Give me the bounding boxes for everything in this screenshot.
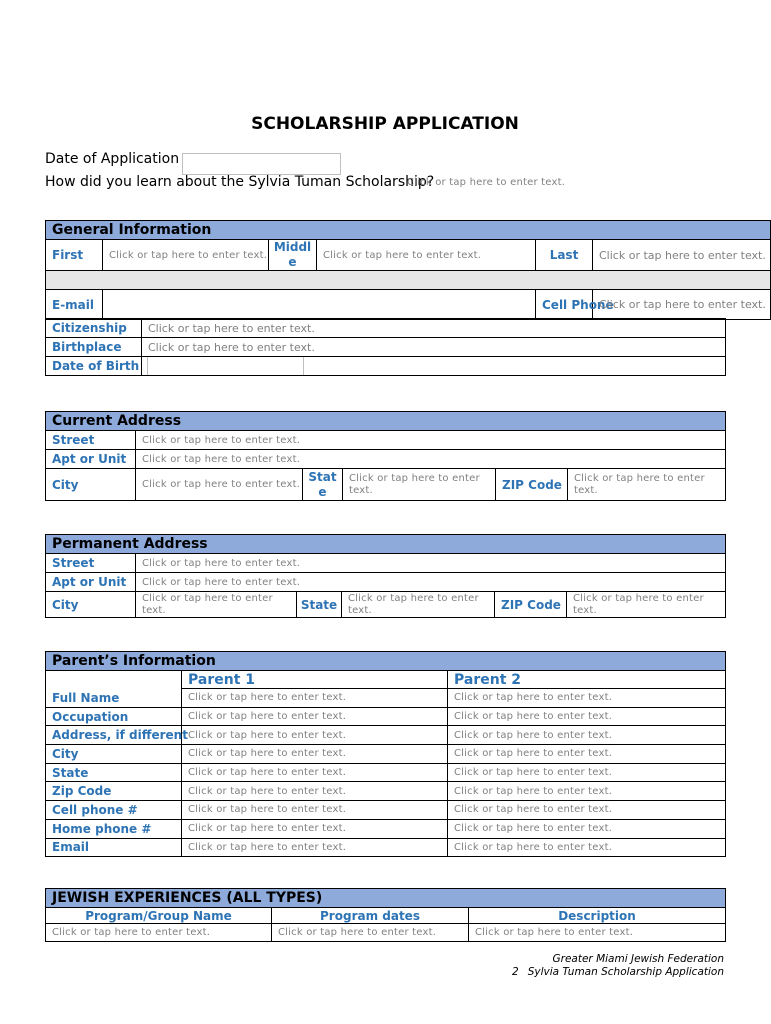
parent-row-label: Home phone # (46, 819, 182, 838)
parent-1-field[interactable]: Click or tap here to enter text. (182, 782, 448, 801)
parent-row-label: Full Name (46, 689, 182, 708)
parent-row (46, 726, 726, 745)
parent-row (46, 763, 726, 782)
permanent-zip-field[interactable]: Click or tap here to enter text. (567, 592, 726, 618)
permanent-state-label: State (297, 592, 342, 618)
parent-2-field[interactable]: Click or tap here to enter text. (448, 745, 726, 764)
current-state-label: State (303, 469, 343, 501)
footer-document-title: Sylvia Tuman Scholarship Application (527, 966, 724, 978)
general-information-table (45, 220, 771, 320)
current-state-field[interactable]: Click or tap here to enter text. (343, 469, 496, 501)
permanent-street-field[interactable]: Click or tap here to enter text. (136, 554, 726, 573)
date-of-birth-field[interactable] (142, 357, 726, 376)
last-name-label: Last (536, 240, 593, 271)
parent-row-label: Address, if different (46, 726, 182, 745)
footer-page-number: 2 (512, 966, 519, 978)
program-group-name-header: Program/Group Name (46, 908, 272, 924)
learn-about-label: How did you learn about the Sylvia Tuman Scholarship? (45, 174, 435, 190)
current-city-field[interactable]: Click or tap here to enter text. (136, 469, 303, 501)
parent-2-field[interactable]: Click or tap here to enter text. (448, 763, 726, 782)
permanent-state-field[interactable]: Click or tap here to enter text. (342, 592, 495, 618)
parent-2-field[interactable]: Click or tap here to enter text. (448, 726, 726, 745)
permanent-zip-label: ZIP Code (495, 592, 567, 618)
permanent-apt-field[interactable]: Click or tap here to enter text. (136, 573, 726, 592)
middle-name-label: Middle (269, 240, 317, 271)
parent-1-header: Parent 1 (182, 671, 448, 689)
birthplace-label: Birthplace (46, 338, 142, 357)
current-street-label: Street (46, 431, 136, 450)
permanent-city-field[interactable]: Click or tap here to enter text. (136, 592, 297, 618)
parent-1-field[interactable]: Click or tap here to enter text. (182, 689, 448, 708)
cell-phone-label: Cell Phone (536, 290, 593, 320)
description-field[interactable]: Click or tap here to enter text. (469, 924, 726, 942)
parent-1-field[interactable]: Click or tap here to enter text. (182, 726, 448, 745)
parent-1-field[interactable]: Click or tap here to enter text. (182, 707, 448, 726)
current-zip-field[interactable]: Click or tap here to enter text. (568, 469, 726, 501)
parents-information-header: Parent’s Information (46, 652, 726, 671)
parent-row-label: Email (46, 838, 182, 857)
current-city-label: City (46, 469, 136, 501)
parent-row-label: Occupation (46, 707, 182, 726)
email-label: E-mail (46, 290, 103, 320)
parent-row (46, 745, 726, 764)
date-of-birth-box[interactable] (147, 357, 304, 375)
parent-row (46, 689, 726, 708)
email-field[interactable] (103, 290, 536, 320)
program-dates-header: Program dates (272, 908, 469, 924)
first-name-field[interactable]: Click or tap here to enter text. (103, 240, 269, 271)
parent-1-field[interactable]: Click or tap here to enter text. (182, 838, 448, 857)
permanent-street-label: Street (46, 554, 136, 573)
jewish-experiences-table (45, 888, 726, 942)
permanent-city-label: City (46, 592, 136, 618)
cell-phone-field[interactable]: Click or tap here to enter text. (593, 290, 771, 320)
parent-2-field[interactable]: Click or tap here to enter text. (448, 707, 726, 726)
program-group-name-field[interactable]: Click or tap here to enter text. (46, 924, 272, 942)
first-name-label: First (46, 240, 103, 271)
parent-row (46, 801, 726, 820)
permanent-apt-label: Apt or Unit (46, 573, 136, 592)
parent-1-field[interactable]: Click or tap here to enter text. (182, 745, 448, 764)
parent-2-header: Parent 2 (448, 671, 726, 689)
parent-row (46, 819, 726, 838)
parent-row-label: State (46, 763, 182, 782)
parent-2-field[interactable]: Click or tap here to enter text. (448, 838, 726, 857)
current-address-header: Current Address (46, 412, 726, 431)
current-address-table (45, 411, 726, 501)
citizenship-label: Citizenship (46, 319, 142, 338)
footer-organization: Greater Miami Jewish Federation (552, 953, 724, 965)
jewish-experiences-header: JEWISH EXPERIENCES (ALL TYPES) (46, 889, 726, 908)
parent-row-label: City (46, 745, 182, 764)
parent-1-field[interactable]: Click or tap here to enter text. (182, 819, 448, 838)
citizenship-table (45, 318, 726, 376)
current-zip-label: ZIP Code (496, 469, 568, 501)
parents-corner-cell (46, 671, 182, 689)
parent-2-field[interactable]: Click or tap here to enter text. (448, 819, 726, 838)
citizenship-field[interactable]: Click or tap here to enter text. (142, 319, 726, 338)
birthplace-field[interactable]: Click or tap here to enter text. (142, 338, 726, 357)
parent-row (46, 838, 726, 857)
parent-2-field[interactable]: Click or tap here to enter text. (448, 689, 726, 708)
date-of-application-field[interactable] (182, 153, 341, 175)
parent-2-field[interactable]: Click or tap here to enter text. (448, 782, 726, 801)
permanent-address-table (45, 534, 726, 618)
middle-name-field[interactable]: Click or tap here to enter text. (317, 240, 536, 271)
permanent-address-header: Permanent Address (46, 535, 726, 554)
parent-1-field[interactable]: Click or tap here to enter text. (182, 801, 448, 820)
parent-2-field[interactable]: Click or tap here to enter text. (448, 801, 726, 820)
parents-information-table (45, 651, 726, 857)
parent-1-field[interactable]: Click or tap here to enter text. (182, 763, 448, 782)
page-title: SCHOLARSHIP APPLICATION (251, 114, 519, 134)
last-name-field[interactable]: Click or tap here to enter text. (593, 240, 771, 271)
date-of-birth-label: Date of Birth (46, 357, 142, 376)
description-header: Description (469, 908, 726, 924)
spacer-row (46, 271, 771, 290)
current-apt-field[interactable]: Click or tap here to enter text. (136, 450, 726, 469)
parent-row-label: Cell phone # (46, 801, 182, 820)
current-street-field[interactable]: Click or tap here to enter text. (136, 431, 726, 450)
parent-row-label: Zip Code (46, 782, 182, 801)
general-information-header: General Information (46, 221, 771, 240)
current-apt-label: Apt or Unit (46, 450, 136, 469)
parent-row (46, 782, 726, 801)
learn-about-field[interactable]: Click or tap here to enter text. (407, 177, 566, 188)
program-dates-field[interactable]: Click or tap here to enter text. (272, 924, 469, 942)
parent-row (46, 707, 726, 726)
date-of-application-label: Date of Application (45, 151, 180, 167)
